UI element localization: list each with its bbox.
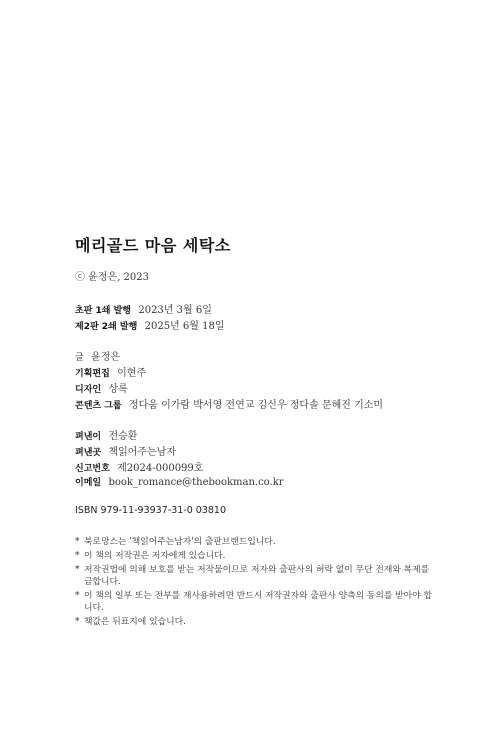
credit-author <box>75 348 120 363</box>
note-text: 이 책의 저작권은 저자에게 있습니다. <box>84 551 226 561</box>
note-item <box>75 590 435 614</box>
edition-date: 2025년 6월 18일 <box>144 321 225 332</box>
publisher-person <box>75 427 137 442</box>
credit-content-group <box>75 396 383 411</box>
note-item <box>75 550 435 562</box>
credit-value: 상록 <box>108 384 128 395</box>
note-bullet: * <box>75 591 80 601</box>
credit-editor <box>75 364 146 379</box>
publisher-value: 전승환 <box>108 431 138 442</box>
credit-value: 정다움 이가람 박서영 전연교 김신우 정다솔 문혜진 기소미 <box>128 400 384 411</box>
note-bullet: * <box>75 617 80 627</box>
publisher-email <box>75 475 284 488</box>
credit-label: 디자인 <box>75 385 102 395</box>
note-item <box>75 616 435 628</box>
credit-value: 윤정은 <box>91 352 121 363</box>
copyright-line <box>75 268 149 283</box>
publisher-label: 이메일 <box>75 478 102 488</box>
edition-label: 초판 1쇄 발행 <box>75 306 131 316</box>
publisher-label: 펴낸이 <box>75 432 102 442</box>
credit-design <box>75 380 128 395</box>
publisher-registration <box>75 459 203 474</box>
note-bullet: * <box>75 537 80 547</box>
publisher-value: 제2024-000099호 <box>117 463 204 474</box>
publisher-house <box>75 443 176 458</box>
note-text: 북로망스는 '책읽어주는남자'의 출판브랜드입니다. <box>84 537 276 547</box>
publisher-label: 펴낸곳 <box>75 448 102 458</box>
note-bullet: * <box>75 551 80 561</box>
credit-value: 이현주 <box>117 368 147 379</box>
edition-date: 2023년 3월 6일 <box>138 305 212 316</box>
note-item <box>75 536 435 548</box>
copyright-text: ⓒ 윤정은, 2023 <box>75 272 149 283</box>
book-title: 메리골드 마음 세탁소 <box>75 236 231 255</box>
note-text: 이 책의 일부 또는 전부를 재사용하려면 반드시 저작권자와 출판사 양측의 동의를 받아야 합니다. <box>84 591 432 613</box>
edition-second <box>75 317 224 332</box>
edition-first <box>75 301 212 316</box>
credit-label: 기획편집 <box>75 369 110 379</box>
note-text: 저작권법에 의해 보호를 받는 저작물이므로 저자와 출판사의 허락 없이 무단 전재와 복제를 금합니다. <box>84 565 430 587</box>
publisher-value: 책읽어주는남자 <box>108 447 177 458</box>
publisher-value: book_romance@thebookman.co.kr <box>108 477 284 488</box>
credit-label: 글 <box>75 353 84 363</box>
note-text: 책값은 뒤표지에 있습니다. <box>84 617 186 627</box>
edition-label: 제2판 2쇄 발행 <box>75 322 138 332</box>
credit-label: 콘텐츠 그룹 <box>75 401 122 411</box>
isbn: ISBN 979-11-93937-31-0 03810 <box>75 505 227 516</box>
publisher-label: 신고번호 <box>75 464 110 474</box>
note-bullet: * <box>75 565 80 575</box>
note-item <box>75 564 435 588</box>
